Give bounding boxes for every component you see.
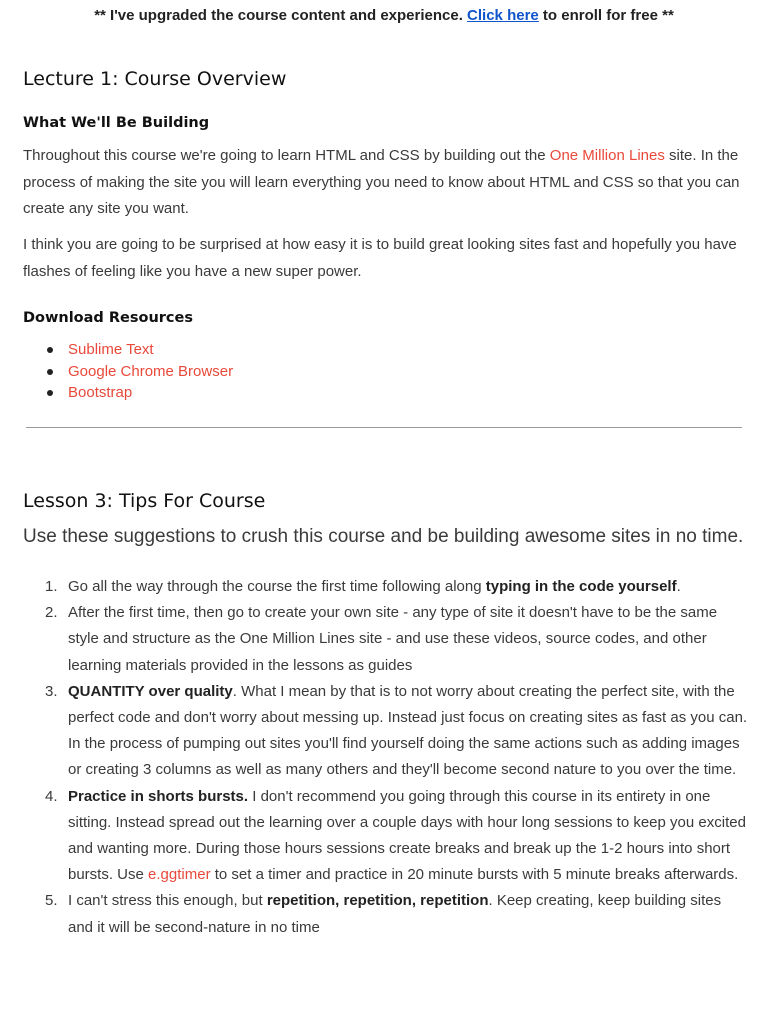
banner-prefix: ** I've upgraded the course content and experience. [94,7,468,24]
enroll-link[interactable]: Click here [467,7,539,24]
intro-paragraph [23,143,748,223]
banner-suffix: to enroll for free ** [538,7,674,24]
tip-item [23,784,748,889]
resource-item [23,361,233,383]
tip-text: I can't stress this enough, but [68,892,267,910]
bootstrap-link[interactable]: Bootstrap [68,384,133,401]
tip-emphasis: Practice in shorts bursts. [68,787,249,805]
sublime-text-link[interactable]: Sublime Text [68,341,154,358]
tip-emphasis: repetition, repetition, repetition [266,892,489,910]
intro-text-after: site. In the process of making the site you will learn everything you need to know about HTML and CSS so that you can create any site you want. [23,147,740,217]
resource-item [23,382,233,404]
tip-text: Go all the way through the course the first time following along [68,578,486,595]
tip-item [23,888,748,940]
tip-text: . What I mean by that is to not worry about creating the perfect site, with the perfect code and don't worry about messing up. Instead just focus on creating sites as fast as you can. In the process of pumping out sites you'll find yourself doing the same actions such as adding images or creating 3 columns as well as many others and they'll become second nature to you over the time. [68,682,748,779]
tip-item [23,574,748,600]
tip-emphasis: typing in the code yourself [485,578,677,595]
building-heading: What We'll Be Building [23,115,210,131]
tip-number: 1. [45,578,58,595]
tip-number: 3. [45,682,58,700]
eggtimer-link[interactable]: e.ggtimer [148,866,211,884]
tip-item [23,600,748,679]
superpower-paragraph: I think you are going to be surprised at how easy it is to build great looking sites fast and hopefully you have flashes of feeling like you have a new super power. [23,236,737,280]
tip-item [23,679,748,784]
tip-emphasis: QUANTITY over quality [68,682,233,700]
tip-text: I don't recommend you going through this course in its entirety in one sitting. Instead spread out the learning over a couple days with hour long sessions to keep you excited and wanting more. During those hours sessions create breaks and break up the 1-2 hours into short bursts. Use [68,787,746,884]
intro-text-before: Throughout this course we're going to learn HTML and CSS by building out the [23,147,550,164]
tip-text: . [676,578,681,595]
enroll-banner [0,7,768,24]
lesson-title: Lesson 3: Tips For Course [23,490,266,512]
section-divider [26,427,742,428]
resources-heading: Download Resources [23,310,193,326]
chrome-browser-link[interactable]: Google Chrome Browser [68,362,234,380]
lesson-lead: Use these suggestions to crush this course and be building awesome sites in no time. [23,526,744,547]
resources-list [23,339,233,404]
tip-text: . Keep creating, keep building sites and it will be second-nature in no time [68,892,722,936]
resource-item [23,339,233,361]
tips-list [23,574,748,941]
tip-number: 5. [45,892,58,910]
tip-text: to set a timer and practice in 20 minute bursts with 5 minute breaks afterwards. [210,866,739,884]
lecture-title: Lecture 1: Course Overview [23,68,287,90]
one-million-lines-link[interactable]: One Million Lines [549,147,665,164]
tip-text: After the first time, then go to create your own site - any type of site it doesn't have to be the same style and structure as the One Million Lines site - and use these videos, source codes, and other learning materials provided in the lessons as guides [68,604,718,674]
tip-number: 4. [45,787,58,805]
tip-number: 2. [45,604,58,622]
